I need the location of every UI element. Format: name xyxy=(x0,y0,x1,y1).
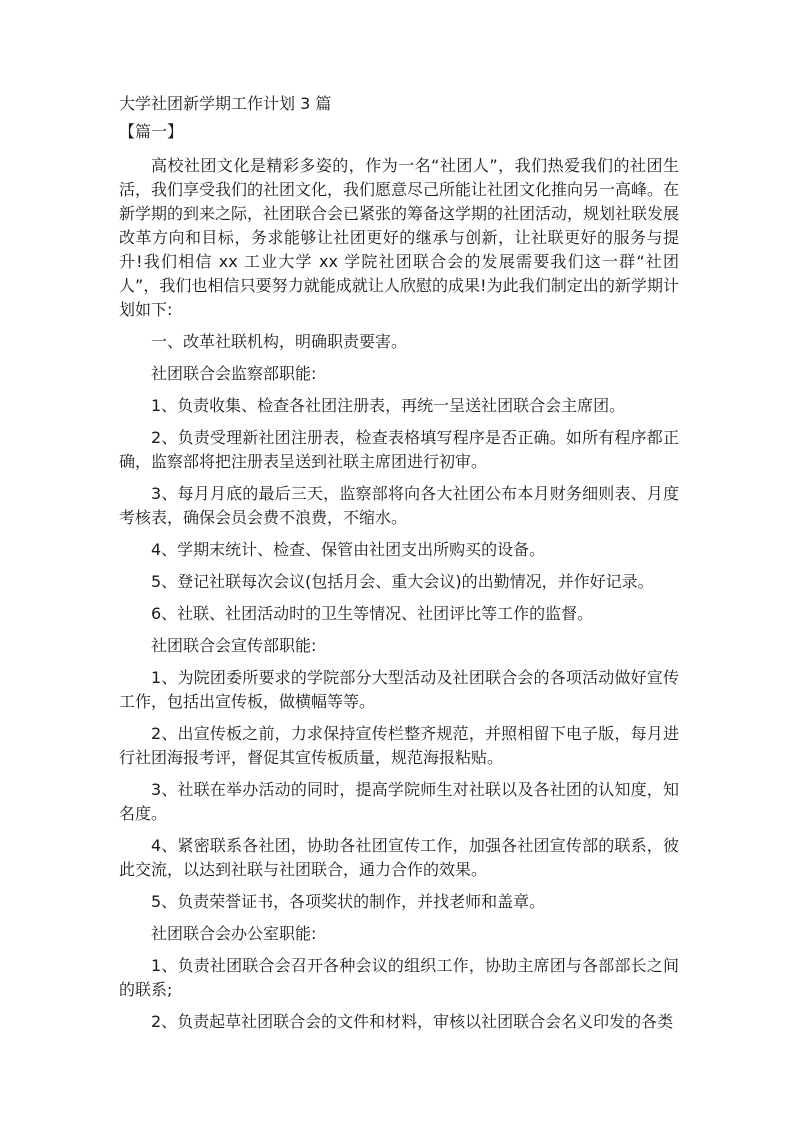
part-heading: 【篇一】 xyxy=(119,122,184,141)
section-heading: 一、改革社联机构，明确职责要害。 xyxy=(151,332,408,351)
supervision-heading: 社团联合会监察部职能: xyxy=(151,364,317,383)
publicity-item: 4、紧密联系各社团，协助各社团宣传工作，加强各社团宣传部的联系，彼此交流，以达到社联与社团联合，通力合作的效果。 xyxy=(119,836,679,879)
supervision-item: 2、负责受理新社团注册表，检查表格填写程序是否正确。如所有程序都正确，监察部将把注册表呈送到社联主席团进行初审。 xyxy=(119,428,679,471)
office-item: 1、负责社团联合会召开各种会议的组织工作，协助主席团与各部部长之间的联系; xyxy=(119,956,679,999)
publicity-item: 5、负责荣誉证书，各项奖状的制作，并找老师和盖章。 xyxy=(151,892,546,911)
document-page xyxy=(119,92,679,1034)
supervision-item: 5、登记社联每次会议(包括月会、重大会议)的出勤情况，并作好记录。 xyxy=(151,572,654,591)
publicity-item: 2、出宣传板之前，力求保持宣传栏整齐规范，并照相留下电子版，每月进行社团海报考评，督促其宣传板质量，规范海报粘贴。 xyxy=(119,724,679,767)
supervision-item: 6、社联、社团活动时的卫生等情况、社团评比等工作的监督。 xyxy=(151,604,594,623)
publicity-item: 1、为院团委所要求的学院部分大型活动及社团联合会的各项活动做好宣传工作，包括出宣传板，做横幅等等。 xyxy=(119,668,679,711)
office-item: 2、负责起草社团联合会的文件和材料，审核以社团联合会名义印发的各类 xyxy=(151,1012,674,1031)
document-title: 大学社团新学期工作计划 3 篇 xyxy=(119,94,332,113)
supervision-item: 1、负责收集、检查各社团注册表，再统一呈送社团联合会主席团。 xyxy=(151,396,626,415)
supervision-item: 4、学期末统计、检查、保管由社团支出所购买的设备。 xyxy=(151,540,546,559)
supervision-item: 3、每月月底的最后三天，监察部将向各大社团公布本月财务细则表、月度考核表，确保会员会费不浪费，不缩水。 xyxy=(119,484,679,527)
publicity-item: 3、社联在举办活动的同时，提高学院师生对社联以及各社团的认知度，知名度。 xyxy=(119,780,679,823)
publicity-heading: 社团联合会宣传部职能: xyxy=(151,636,317,655)
office-heading: 社团联合会办公室职能: xyxy=(151,924,317,943)
intro-paragraph: 高校社团文化是精彩多姿的，作为一名“社团人”，我们热爱我们的社团生活，我们享受我们的社团文化，我们愿意尽己所能让社团文化推向另一高峰。在新学期的到来之际，社团联合会已紧张的筹备这学期的社团活动，规划社联发展改革方向和目标，务求能够让社团更好的继承与创新，让社联更好的服务与提升!我们相信 xx 工业大学 xx 学院社团联合会的发展需要我们这一群“社团人”，我们也相信只要努力就能成就让人欣慰的成果!为此我们制定出的新学期计划如下: xyxy=(119,156,680,319)
